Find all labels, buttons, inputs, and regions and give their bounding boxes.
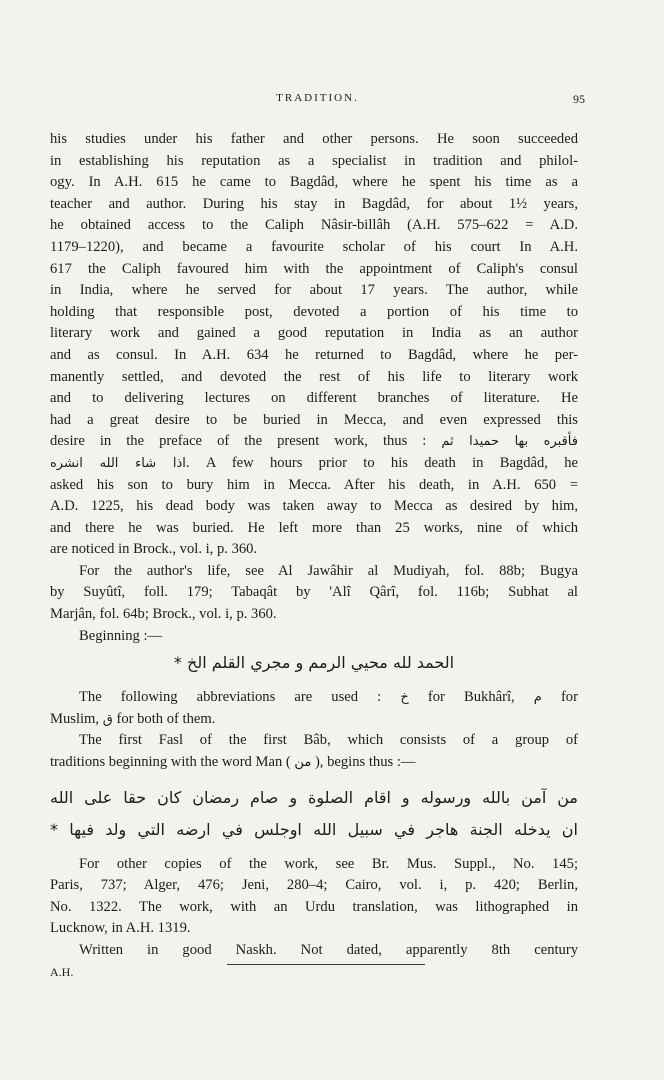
- abbrev-symbol: م: [533, 690, 542, 706]
- spacer: [50, 679, 578, 687]
- text-line: asked his son to bury him in Mecca. After his death, in A.H. 650 =: [50, 476, 578, 493]
- text-line: A.D. 1225, his dead body was taken away to Mecca as desired by him,: [50, 498, 578, 515]
- text-line: For the author's life, see Al Jawâhir al Mudiyah, fol. 88b; Bugya: [79, 562, 578, 579]
- text-line: A.H.: [50, 964, 74, 979]
- abbrev-line: [50, 709, 578, 731]
- text-line: his studies under his father and other persons. He soon succeeded: [50, 131, 578, 147]
- text-line: teacher and author. During his stay in Bagdâd, for about 1½ years,: [50, 195, 578, 212]
- text-line: 617 the Caliph favoured him with the appointment of Caliph's consul: [50, 260, 578, 277]
- spacer: [50, 774, 578, 782]
- text-line: Marjân, fol. 64b; Brock., vol. i, p. 360.: [50, 606, 277, 623]
- text-line: are noticed in Brock., vol. i, p. 360.: [50, 541, 258, 558]
- text-line: For other copies of the work, see Br. Mus. Suppl., No. 145;: [79, 855, 578, 872]
- text-line: had a great desire to be buried in Mecca, and even expressed this: [50, 411, 578, 428]
- text-line: The first Fasl of the first Bâb, which consists of a group of: [79, 732, 578, 749]
- text-line: in establishing his reputation as a specialist in tradition and philol-: [50, 152, 578, 169]
- text-segment: . A few hours prior to his death in Bagdâd, he: [185, 454, 578, 471]
- arabic-word: من: [294, 755, 312, 771]
- running-title: TRADITION.: [276, 92, 359, 104]
- text-line: and there he was buried. He left more than 25 works, nine of which: [50, 519, 578, 536]
- body-text: [50, 129, 578, 983]
- text-segment: for Bukhârî,: [427, 689, 515, 706]
- beginning-label: Beginning :—: [79, 627, 163, 644]
- text-line-mixed: [50, 431, 578, 453]
- text-line: and as consul. In A.H. 634 he returned to Bagdâd, where he per-: [50, 346, 578, 363]
- text-line: Paris, 737; Alger, 476; Jeni, 280–4; Cairo, vol. i, p. 420; Berlin,: [50, 877, 578, 894]
- page-number: 95: [573, 92, 585, 106]
- arabic-beginning: الحمد لله محيي الرمم و مجري القلم الخ *: [173, 653, 455, 673]
- text-line: and to delivering lectures on different branches of literature. He: [50, 390, 578, 407]
- end-rule: [227, 964, 425, 965]
- abbrev-symbol: ق: [102, 711, 113, 727]
- spacer: [50, 846, 578, 854]
- text-line-mixed: [50, 752, 578, 774]
- text-segment: for both of them.: [116, 710, 216, 727]
- text-line: holding that responsible post, devoted a portion of his time to: [50, 303, 578, 320]
- text-line: literary work and gained a good reputation in India as an author: [50, 325, 578, 342]
- text-line: he obtained access to the Caliph Nâsir-billâh (A.H. 575–622 = A.D.: [50, 217, 578, 234]
- text-line: ogy. In A.H. 615 he came to Bagdâd, where he spent his time as a: [50, 174, 578, 191]
- text-segment: ), begins thus :—: [314, 754, 416, 771]
- text-line: in India, where he served for about 17 years. The author, while: [50, 282, 578, 299]
- text-line: Lucknow, in A.H. 1319.: [50, 920, 191, 937]
- text-line: by Suyûtî, foll. 179; Tabaqât by 'Alî Qârî, fol. 116b; Subhat al: [50, 584, 578, 601]
- text-segment: traditions beginning with the word Man (: [50, 754, 291, 771]
- text-line: 1179–1220), and became a favourite scholar of his court In A.H.: [50, 238, 578, 255]
- arabic-tradition-line: ان يدخله الجنة هاجر في سبيل الله اوجلس في ارضه التي ولد فيها *: [50, 819, 578, 839]
- abbrev-line: [50, 687, 578, 709]
- arabic-quote: فأقبره بها حميدا ثم: [441, 434, 578, 450]
- arabic-tradition-line: من آمن بالله ورسوله و اقام الصلوة و صام رمضان كان حقا على الله: [50, 787, 578, 807]
- text-line: manently settled, and devoted the rest of his life to literary work: [50, 368, 578, 385]
- text-line-mixed: [50, 453, 578, 475]
- text-segment: Muslim,: [50, 710, 100, 727]
- text-line: Written in good Naskh. Not dated, apparently 8th century: [79, 942, 578, 958]
- text-segment: desire in the preface of the present work, thus :: [50, 433, 427, 450]
- text-line: No. 1322. The work, with an Urdu translation, was lithographed in: [50, 898, 578, 915]
- text-segment: for: [560, 689, 578, 706]
- abbrev-symbol: خ: [400, 690, 409, 706]
- text-segment: The following abbreviations are used :: [79, 689, 382, 706]
- arabic-quote: اذا شاء الله انشره: [50, 455, 186, 471]
- running-head: [50, 92, 585, 110]
